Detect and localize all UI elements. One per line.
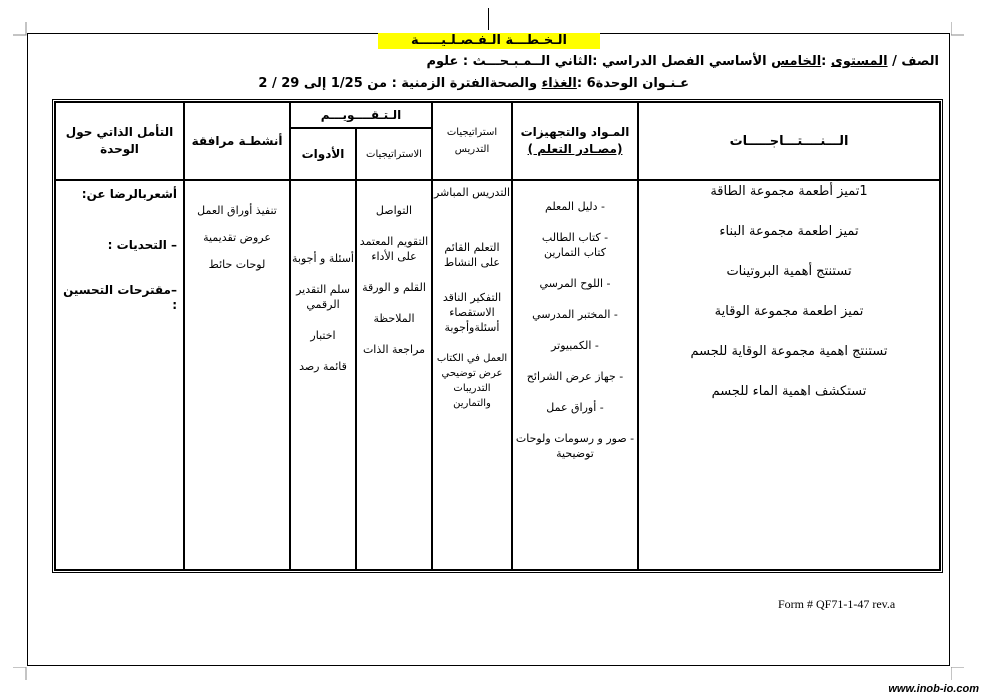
materials-cell (512, 180, 638, 570)
material-item: - أوراق عمل (546, 401, 604, 414)
reflection-challenges: – التحديات : (107, 238, 177, 252)
margin-corner-mark (951, 667, 965, 681)
teaching-strategies-header: استراتيجيات التدريس (432, 102, 512, 180)
eval-tool-item: اختبار (310, 329, 336, 342)
evaluation-header: الـتـقــــويـــم (290, 102, 432, 128)
outcome-item: تميز اطعمة مجموعة البناء (719, 224, 859, 239)
unit-title-line: عـنـوان الوحدة6 :الغذاء والصحةالفترة الزمنية : من 1/25 إلى 29 / 2 (258, 76, 689, 91)
reflection-satisfaction: أشعربالرضا عن: (81, 187, 177, 201)
eval-strategy-item: التواصل (375, 204, 413, 217)
reflection-cell (55, 180, 184, 570)
eval-strategy-item: القلم و الورقة (362, 281, 426, 294)
eval-strategies-header: الاستراتيجيات (356, 128, 432, 180)
material-item: - الكمبيوتر (551, 339, 599, 352)
margin-corner-mark (951, 22, 965, 36)
reflection-improvements: –مقترحات التحسين : (63, 283, 177, 312)
eval-tools-header: الأدوات (290, 128, 356, 180)
outcome-item: 1تميز أطعمة مجموعة الطاقة (710, 184, 868, 199)
eval-tool-item: سلم التقدير الرقمي (296, 283, 350, 311)
form-number: Form # QF71-1-47 rev.a (778, 597, 896, 611)
grade-subject-line: الصف / المستوى :الخامس الأساسي الفصل الدراسي :الثاني الــمـبـحـــث : علوم (426, 54, 939, 69)
reflection-header: التأمل الذاتي حول الوحدة (55, 102, 184, 180)
margin-corner-mark (13, 667, 27, 681)
material-item: - دليل المعلم (545, 200, 605, 213)
activity-item: عروض تقديمية (203, 231, 271, 244)
outcome-item: تستنتج اهمية مجموعة الوقاية للجسم (690, 344, 888, 359)
site-watermark[interactable]: www.inob-io.com (888, 683, 979, 695)
material-item: - كتاب الطالب (541, 231, 609, 244)
teaching-item: العمل في الكتاب عرض توضيحي التدريبات والتمارين (436, 353, 508, 409)
activities-header: أنشطـة مرافقة (184, 102, 290, 180)
material-item: - صور و رسومات ولوحات توضيحية (515, 432, 635, 460)
activity-item: لوحات حائط (208, 258, 266, 271)
eval-strategy-item: مراجعة الذات (362, 343, 426, 356)
activities-cell (184, 180, 290, 570)
outcome-item: تستنتج أهمية البروتينات (726, 264, 852, 279)
text-cursor (488, 8, 489, 30)
outcomes-header: الـــنــــتـــاجـــــات (638, 102, 940, 180)
plan-title: الـخـطـــة الـفـصـلـيـــــة (378, 33, 600, 49)
material-item: - جهاز عرض الشرائح (526, 370, 624, 383)
eval-strategy-item: الملاحظة (373, 312, 415, 325)
outcome-item: تميز اطعمة مجموعة الوقاية (714, 304, 864, 319)
materials-header: المـواد والتجهيزات (مصـادر التعلم ) (512, 102, 638, 180)
material-item: - اللوح المرسي (539, 277, 611, 290)
eval-tool-item: قائمة رصد (299, 360, 347, 373)
plan-table (52, 99, 943, 573)
teaching-item: التدريس المباشر (433, 186, 511, 199)
outcomes-cell (638, 180, 940, 570)
material-item: - المختبر المدرسي (532, 308, 618, 321)
teaching-strategies-cell (432, 180, 512, 570)
eval-tools-cell (290, 180, 356, 570)
activity-item: تنفيذ أوراق العمل (197, 204, 277, 217)
margin-corner-mark (13, 22, 27, 36)
material-item: كتاب التمارين (544, 246, 606, 259)
outcome-item: تستكشف اهمية الماء للجسم (711, 384, 867, 399)
eval-strategy-item: التقويم المعتمد على الأداء (359, 235, 429, 263)
teaching-item: التفكير الناقد الاستقصاء أسئلةوأجوبة (442, 291, 502, 334)
eval-strategies-cell (356, 180, 432, 570)
teaching-item: التعلم القائم على النشاط (444, 241, 500, 269)
eval-tool-item: أسئلة و أجوبة (292, 252, 354, 265)
